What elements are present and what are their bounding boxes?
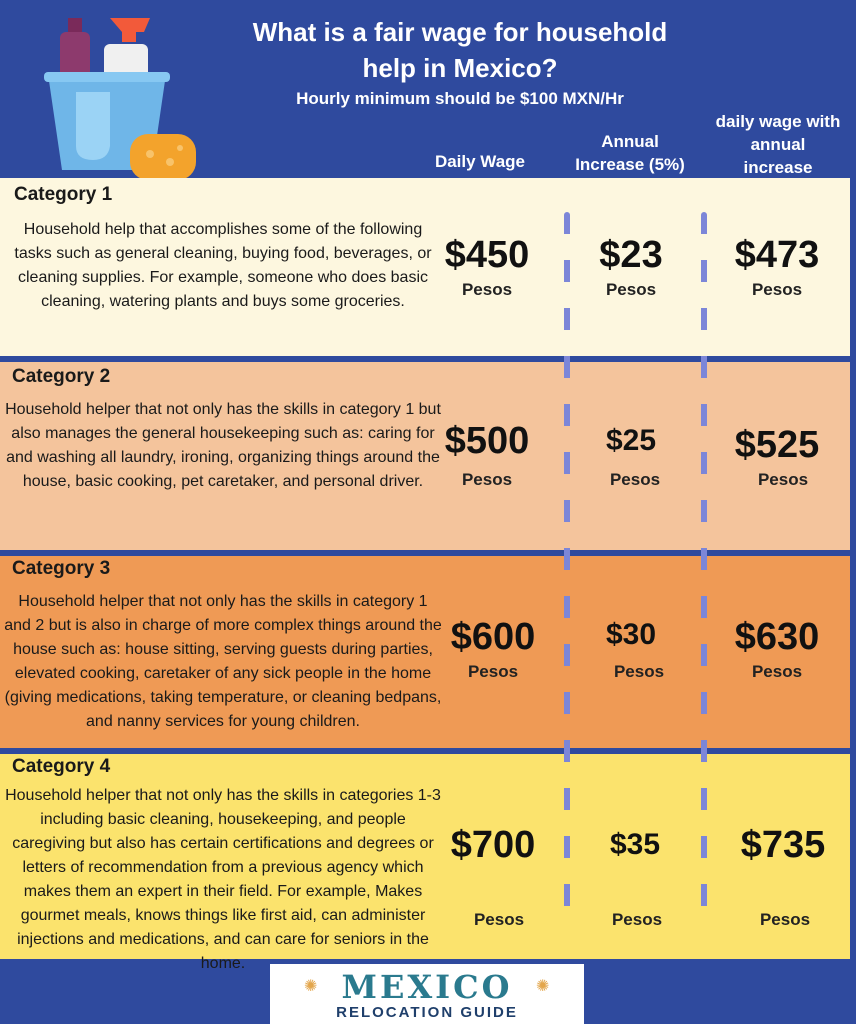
column-header-annual-line1: Annual <box>601 132 659 151</box>
category-row-3 <box>0 556 850 748</box>
column-header-annual-line2: Increase (5%) <box>575 155 685 174</box>
column-header-daily-wage <box>420 150 540 173</box>
annual-increase-value: $30 <box>605 618 657 651</box>
annual-increase-unit: Pesos <box>605 280 657 299</box>
with-increase-unit: Pesos <box>757 470 809 489</box>
with-increase-value: $473 <box>734 234 820 276</box>
column-header-annual-increase <box>560 130 700 176</box>
cleaning-supplies-bucket-icon <box>40 14 205 184</box>
column-header-with-increase <box>700 110 856 179</box>
column-separator-2 <box>701 212 707 922</box>
category-description: Household helper that not only has the skills in categories 1-3 including basic cleaning, housekeeping, and people caregiving but also has certain certifications and degrees or letters of recommendation from a previous agency which makes them an expert in their field. For example, Makes gourmet meals, knows things like first aid, can administer injections and medications, and can care for seniors in the home. <box>5 787 441 972</box>
sun-ornament-icon: ✺ <box>536 978 550 995</box>
category-description: Household helper that not only has the skills in category 1 and 2 but is also in charge of more complex things around the house such as: house sitting, serving guests during parties, elevated cooking, caretaker of any sick people in the home (giving medications, taking temperature, or cleaning bedpans, and nanny services for young children. <box>4 593 442 730</box>
daily-wage-value: $700 <box>450 824 536 866</box>
with-increase-value: $525 <box>734 424 820 466</box>
daily-wage-unit: Pesos <box>461 470 513 489</box>
daily-wage-value: $500 <box>444 420 530 462</box>
annual-increase-value: $35 <box>609 828 661 861</box>
page-subtitle: Hourly minimum should be $100 MXN/Hr <box>296 89 624 108</box>
category-description: Household helper that not only has the skills in category 1 but also manages the general housekeeping such as: caring for and washing all laundry, ironing, organizing things around the house, basic cooking, pet caretaker, and personal driver. <box>5 401 441 490</box>
logo-tagline: RELOCATION GUIDE <box>336 1004 518 1021</box>
column-header-with-increase-line1: daily wage with <box>715 112 841 131</box>
category-row-2 <box>0 362 850 550</box>
daily-wage-value: $600 <box>450 616 536 658</box>
category-row-4 <box>0 754 850 972</box>
category-title: Category 3 <box>12 558 111 579</box>
with-increase-value: $630 <box>734 616 820 658</box>
with-increase-unit: Pesos <box>751 280 803 299</box>
title-line-1: What is a fair wage for household <box>252 17 668 47</box>
column-header-with-increase-line3: increase <box>743 158 813 177</box>
logo-wordmark: MEXICO <box>341 968 513 1006</box>
annual-increase-unit: Pesos <box>609 470 661 489</box>
category-title: Category 2 <box>12 366 111 387</box>
with-increase-value: $735 <box>740 824 826 866</box>
daily-wage-unit: Pesos <box>473 910 525 929</box>
daily-wage-value: $450 <box>444 234 530 276</box>
page-title <box>200 14 720 86</box>
mexico-relocation-guide-logo <box>270 964 584 1024</box>
category-title: Category 1 <box>14 184 113 205</box>
annual-increase-value: $25 <box>605 424 657 457</box>
with-increase-unit: Pesos <box>759 910 811 929</box>
annual-increase-unit: Pesos <box>611 910 663 929</box>
annual-increase-value: $23 <box>599 234 663 276</box>
daily-wage-unit: Pesos <box>467 662 519 681</box>
daily-wage-unit: Pesos <box>461 280 513 299</box>
column-header-with-increase-line2: annual <box>750 135 806 154</box>
title-line-2: help in Mexico? <box>362 53 558 83</box>
column-separator-1 <box>564 212 570 922</box>
category-title: Category 4 <box>12 756 111 777</box>
annual-increase-unit: Pesos <box>613 662 665 681</box>
category-row-1 <box>0 178 850 356</box>
column-header-daily-wage-label: Daily Wage <box>434 152 526 171</box>
sun-ornament-icon: ✺ <box>304 978 318 995</box>
category-description: Household help that accomplishes some of the following tasks such as general cleaning, buying food, beverages, or cleaning supplies. For example, someone who does basic cleaning, watering plants and buys some groceries. <box>14 221 432 310</box>
with-increase-unit: Pesos <box>751 662 803 681</box>
